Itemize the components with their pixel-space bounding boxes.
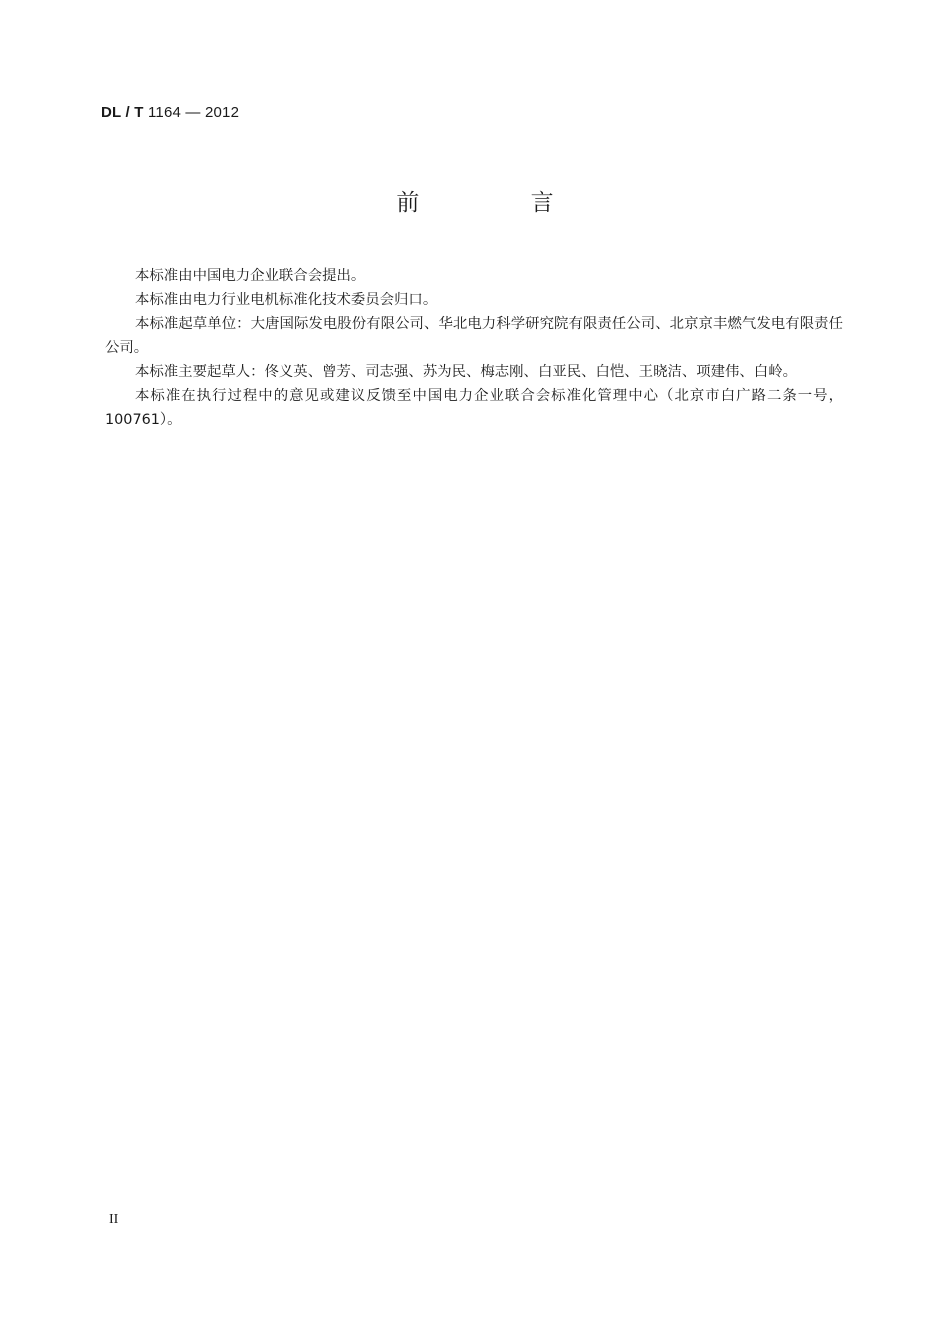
paragraph-proposer: 本标准由中国电力企业联合会提出。 bbox=[135, 268, 366, 284]
page-title: 前 言 bbox=[396, 190, 606, 216]
standard-number: 1164 — 2012 bbox=[147, 104, 240, 121]
standard-prefix: DL / T bbox=[101, 104, 144, 121]
paragraph-drafting-units: 本标准起草单位：大唐国际发电股份有限公司、华北电力科学研究院有限责任公司、北京京丰燃气发电有限责任公司。 bbox=[105, 316, 843, 356]
standard-code bbox=[101, 104, 239, 121]
page-number: II bbox=[109, 1212, 119, 1227]
paragraph-drafters: 本标准主要起草人：佟义英、曾芳、司志强、苏为民、梅志刚、白亚民、白恺、王晓洁、项建伟、白岭。 bbox=[135, 364, 797, 380]
paragraph-committee: 本标准由电力行业电机标准化技术委员会归口。 bbox=[135, 292, 438, 308]
paragraph-feedback: 本标准在执行过程中的意见或建议反馈至中国电力企业联合会标准化管理中心（北京市白广路二条一号，100761）。 bbox=[105, 388, 843, 428]
foreword-body bbox=[105, 264, 843, 432]
